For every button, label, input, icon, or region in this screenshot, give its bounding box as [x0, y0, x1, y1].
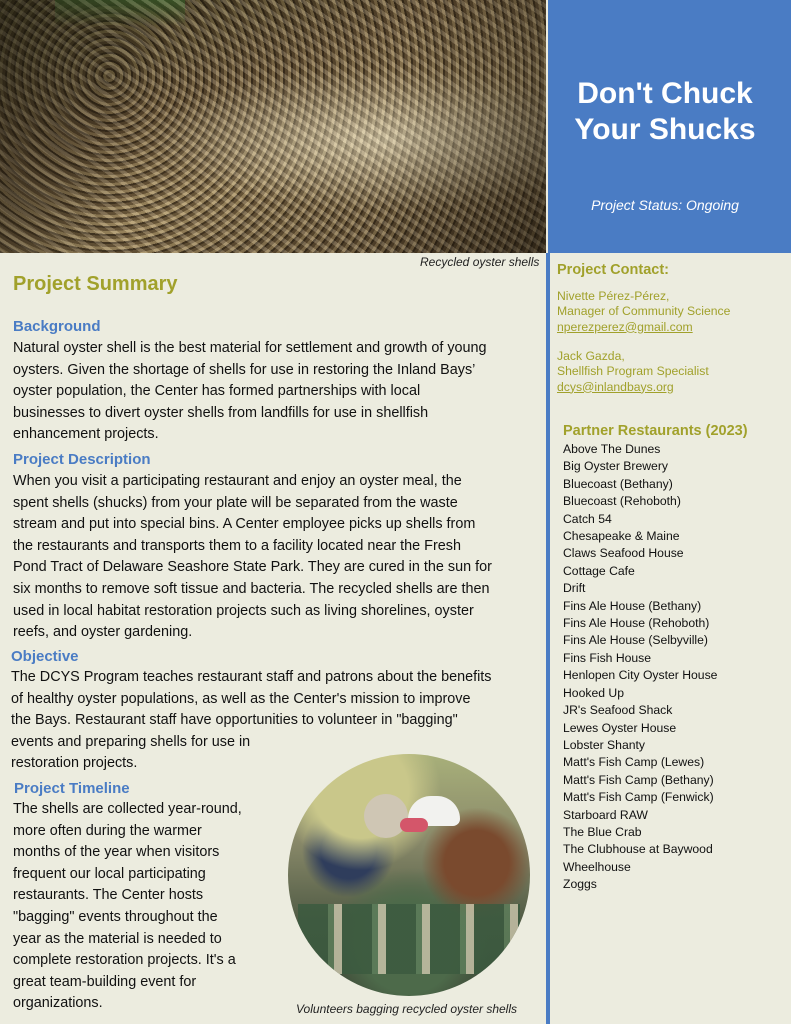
title-line-2: Your Shucks: [574, 113, 756, 146]
contact-heading: Project Contact:: [557, 262, 669, 278]
list-item: Chesapeake & Maine: [563, 529, 680, 544]
list-item: Cottage Cafe: [563, 563, 635, 578]
list-item: Fins Ale House (Selbyville): [563, 633, 708, 648]
list-item: Fins Fish House: [563, 650, 652, 665]
list-item: Wheelhouse: [563, 859, 631, 874]
summary-heading: Project Summary: [13, 273, 178, 295]
hero-photo-oyster-shells: [0, 0, 546, 253]
list-item: The Blue Crab: [563, 824, 642, 839]
contact-card: [557, 289, 730, 335]
list-item: The Clubhouse at Baywood: [563, 842, 713, 857]
list-item: Henlopen City Oyster House: [563, 668, 718, 683]
objective-paragraph: The DCYS Program teaches restaurant staff and patrons about the benefits of healthy oyster populations, as well as the Center's mission to improve the Bays. Restaurant staff have opportunities to volunteer in "bagging" events and preparing shells for use in restoration projects.: [11, 669, 492, 772]
list-item: JR's Seafood Shack: [563, 703, 673, 718]
description-paragraph: When you visit a participating restaurant and enjoy an oyster meal, the spent shells (shucks) from your plate will be separated from the waste stream and put into special bins. A Center employee picks up shells from the restaurants and transports them to a facility located near the Fresh Pond Tract of Delaware Seashore State Park. They are cured in the sun for six months to remove soft tissue and bacteria. The recycled shells are then used in local habitat restoration projects such as living shorelines, oyster reefs, and oyster gardening.: [13, 473, 492, 641]
project-status: Project Status: Ongoing: [591, 197, 739, 213]
contact-card: [557, 349, 709, 395]
list-item: Fins Ale House (Bethany): [563, 598, 702, 613]
list-item: Big Oyster Brewery: [563, 459, 668, 474]
list-item: Hooked Up: [563, 685, 624, 700]
volunteers-photo: [288, 754, 530, 996]
photo-caption: Volunteers bagging recycled oyster shells: [296, 1002, 518, 1016]
contact-role: Shellfish Program Specialist: [557, 364, 709, 379]
list-item: Bluecoast (Rehoboth): [563, 494, 681, 509]
background-paragraph: Natural oyster shell is the best material for settlement and growth of young oysters. Given the shortage of shells for use in restoring the Inland Bays’ oyster population, the Center has formed partnerships with local businesses to divert oyster shells from landfills for use in shellfish enhancement projects.: [13, 340, 487, 443]
timeline-paragraph: The shells are collected year-round, more often during the warmer months of the year when visitors frequent our local participating restaurants. The Center hosts "bagging" events throughout the year as the material is needed to complete restoration projects. It's a great team-building event for organizations.: [13, 801, 242, 1012]
objective-heading: Objective: [11, 648, 79, 665]
list-item: Bluecoast (Bethany): [563, 476, 673, 491]
contact-name: Jack Gazda,: [557, 349, 625, 363]
list-item: Lewes Oyster House: [563, 720, 677, 735]
contact-role: Manager of Community Science: [557, 304, 731, 319]
contact-email-link[interactable]: dcys@inlandbays.org: [557, 379, 674, 394]
list-item: Lobster Shanty: [563, 737, 645, 752]
list-item: Zoggs: [563, 877, 597, 892]
title-line-1: Don't Chuck: [577, 77, 753, 110]
list-item: Claws Seafood House: [563, 546, 684, 561]
list-item: Starboard RAW: [563, 807, 648, 822]
hero-caption: Recycled oyster shells: [420, 255, 540, 269]
description-heading: Project Description: [13, 451, 151, 468]
list-item: Drift: [563, 581, 586, 596]
partners-heading: Partner Restaurants (2023): [563, 423, 748, 439]
list-item: Matt's Fish Camp (Bethany): [563, 772, 714, 787]
list-item: Fins Ale House (Rehoboth): [563, 616, 710, 631]
list-item: Matt's Fish Camp (Lewes): [563, 755, 705, 770]
contact-name: Nivette Pérez-Pérez,: [557, 289, 670, 303]
list-item: Matt's Fish Camp (Fenwick): [563, 790, 714, 805]
column-divider: [546, 253, 550, 1024]
page-title: [560, 76, 770, 148]
background-heading: Background: [13, 318, 101, 335]
contact-email-link[interactable]: nperezperez@gmail.com: [557, 319, 693, 334]
partner-restaurant-list: [563, 441, 717, 894]
timeline-heading: Project Timeline: [14, 780, 130, 797]
list-item: Catch 54: [563, 511, 612, 526]
list-item: Above The Dunes: [563, 442, 661, 456]
